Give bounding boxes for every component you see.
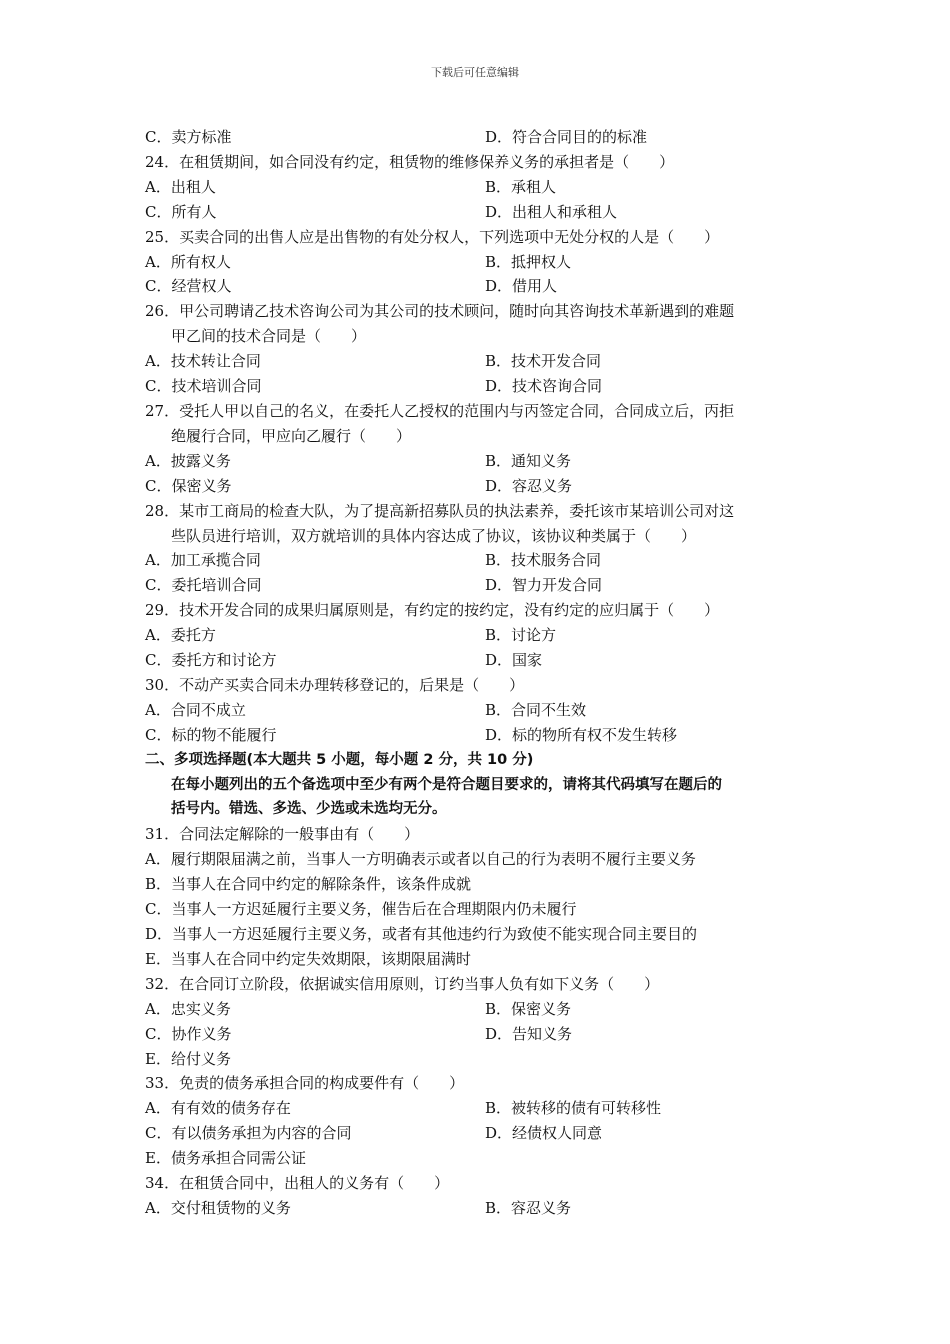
option-left: C．所有人: [145, 202, 217, 221]
question-line: 34．在租赁合同中，出租人的义务有（ ）: [145, 1174, 450, 1193]
option-right: D．出租人和承租人: [485, 202, 618, 221]
option-right: D．告知义务: [485, 1024, 573, 1043]
option-row: [145, 175, 825, 200]
question-continuation: 绝履行合同，甲应向乙履行（ ）: [171, 426, 412, 445]
option-right: B．讨论方: [485, 626, 557, 645]
option-left: C．技术培训合同: [145, 377, 262, 396]
question-line: 31．合同法定解除的一般事由有（ ）: [145, 825, 420, 844]
option-row: [145, 374, 825, 399]
option-row: [145, 474, 825, 499]
option-right: B．被转移的债有可转移性: [485, 1099, 662, 1118]
option-left: C．保密义务: [145, 476, 232, 495]
option-right: D．国家: [485, 651, 543, 670]
option-row: [145, 125, 825, 150]
option-right: B．通知义务: [485, 451, 572, 470]
question-line: 30．不动产买卖合同未办理转移登记的，后果是（ ）: [145, 675, 525, 694]
option-right: B．保密义务: [485, 999, 572, 1018]
option-right: D．符合合同目的的标准: [485, 128, 648, 146]
question-continuation: 些队员进行培训，双方就培训的具体内容达成了协议，该协议种类属于（ ）: [171, 526, 697, 545]
option-left: A．披露义务: [145, 451, 231, 470]
question-line: E．给付义务: [145, 1049, 231, 1068]
option-row: [145, 1196, 825, 1221]
option-row: [145, 1121, 825, 1146]
section-instructions: 在每小题列出的五个备选项中至少有两个是符合题目要求的，请将其代码填写在题后的: [171, 776, 722, 793]
question-line: 28．某市工商局的检查大队，为了提高新招募队员的执法素养，委托该市某培训公司对这: [145, 501, 735, 520]
question-line: B．当事人在合同中约定的解除条件，该条件成就: [145, 875, 472, 894]
option-right: D．经债权人同意: [485, 1124, 603, 1143]
question-line: D．当事人一方迟延履行主要义务，或者有其他违约行为致使不能实现合同主要目的: [145, 925, 698, 943]
option-right: B．承租人: [485, 177, 557, 196]
option-row: [145, 698, 825, 723]
question-line: C．当事人一方迟延履行主要义务，催告后在合理期限内仍未履行: [145, 900, 577, 919]
option-row: [145, 997, 825, 1022]
option-row: [145, 1096, 825, 1121]
question-line: 24．在租赁期间，如合同没有约定，租赁物的维修保养义务的承担者是（ ）: [145, 152, 675, 171]
question-continuation: 甲乙间的技术合同是（ ）: [171, 327, 367, 346]
page-header: 下载后可任意编辑: [431, 66, 519, 79]
option-row: [145, 548, 825, 573]
question-line: E．当事人在合同中约定失效期限，该期限届满时: [145, 949, 471, 968]
option-right: B．抵押权人: [485, 252, 572, 271]
option-row: [145, 648, 825, 673]
option-right: D．容忍义务: [485, 476, 573, 495]
option-left: A．合同不成立: [145, 700, 246, 719]
option-right: D．智力开发合同: [485, 576, 603, 595]
option-left: C．委托方和讨论方: [145, 651, 277, 670]
option-left: C．协作义务: [145, 1024, 232, 1043]
option-row: [145, 349, 825, 374]
question-line: 29．技术开发合同的成果归属原则是，有约定的按约定，没有约定的应归属于（ ）: [145, 601, 720, 620]
option-right: B．容忍义务: [485, 1198, 572, 1217]
option-right: B．技术服务合同: [485, 551, 602, 570]
option-row: [145, 274, 825, 299]
question-line: 25．买卖合同的出售人应是出售物的有处分权人，下列选项中无处分权的人是（ ）: [145, 227, 720, 246]
option-left: C．标的物不能履行: [145, 725, 277, 744]
option-left: A．有有效的债务存在: [145, 1099, 291, 1118]
option-right: D．技术咨询合同: [485, 377, 603, 396]
option-left: C．委托培训合同: [145, 576, 262, 595]
option-row: [145, 1022, 825, 1047]
option-left: A．加工承揽合同: [145, 551, 261, 570]
exam-content: [145, 125, 825, 1221]
option-right: B．合同不生效: [485, 700, 587, 719]
option-left: A．委托方: [145, 626, 216, 645]
option-left: C．有以债务承担为内容的合同: [145, 1124, 352, 1143]
option-row: [145, 723, 825, 748]
option-left: A．出租人: [145, 177, 216, 196]
question-line: E．债务承担合同需公证: [145, 1149, 306, 1168]
option-row: [145, 200, 825, 225]
option-left: A．交付租赁物的义务: [145, 1198, 291, 1217]
option-right: D．标的物所有权不发生转移: [485, 725, 678, 744]
question-line: 26．甲公司聘请乙技术咨询公司为其公司的技术顾问，随时向其咨询技术革新遇到的难题: [145, 302, 735, 321]
option-left: A．忠实义务: [145, 999, 231, 1018]
option-row: [145, 573, 825, 598]
question-line: 27．受托人甲以自己的名义，在委托人乙授权的范围内与丙签定合同，合同成立后，丙拒: [145, 401, 735, 420]
option-row: [145, 623, 825, 648]
option-right: D．借用人: [485, 277, 558, 296]
question-line: 32．在合同订立阶段，依据诚实信用原则，订约当事人负有如下义务（ ）: [145, 974, 660, 993]
option-left: C．经营权人: [145, 277, 232, 296]
option-left: A．所有权人: [145, 252, 231, 271]
section-title: 二、多项选择题(本大题共 5 小题，每小题 2 分，共 10 分): [145, 751, 534, 768]
question-line: A．履行期限届满之前，当事人一方明确表示或者以自己的行为表明不履行主要义务: [145, 850, 696, 869]
option-left: A．技术转让合同: [145, 352, 261, 371]
option-row: [145, 250, 825, 275]
option-right: B．技术开发合同: [485, 352, 602, 371]
option-row: [145, 449, 825, 474]
question-line: 33．免责的债务承担合同的构成要件有（ ）: [145, 1074, 465, 1093]
section-instructions: 括号内。错选、多选、少选或未选均无分。: [171, 801, 447, 818]
option-left: C．卖方标准: [145, 128, 232, 146]
